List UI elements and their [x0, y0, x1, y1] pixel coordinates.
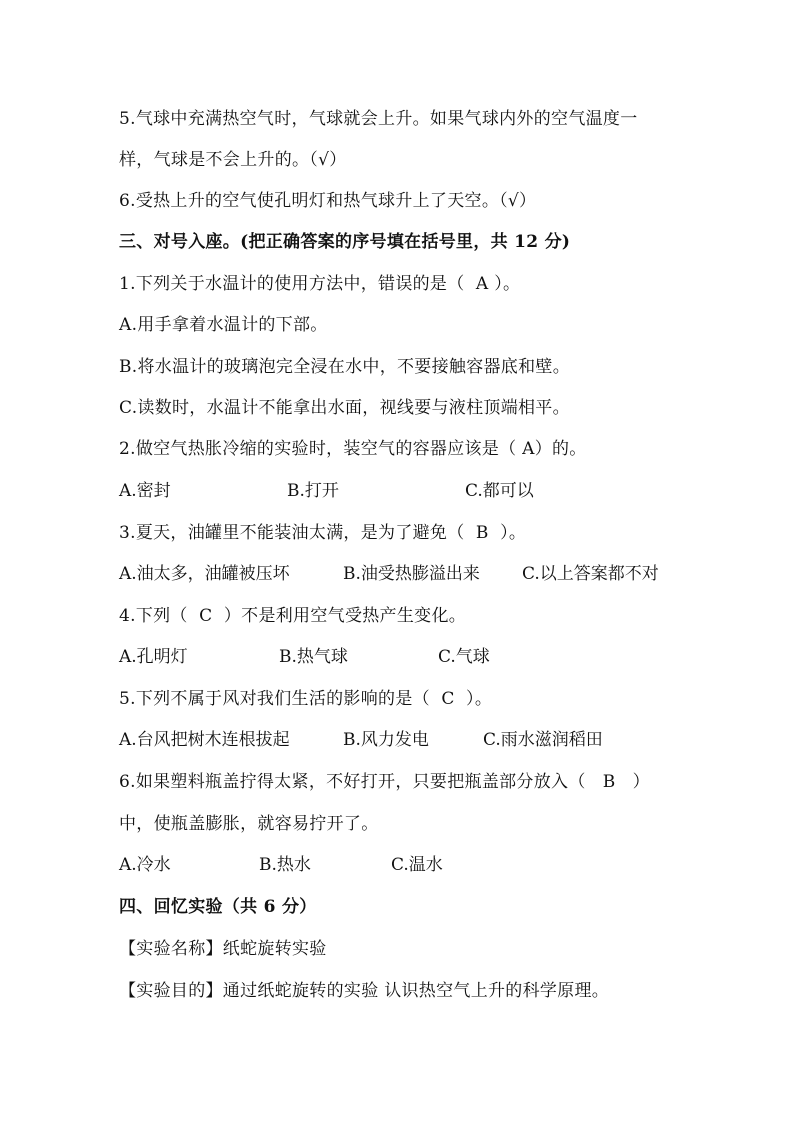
q4-stem: 4.下列（ C ）不是利用空气受热产生变化。 [119, 606, 467, 626]
q3-options [119, 562, 719, 586]
q4-option-a: A.孔明灯 [119, 647, 188, 667]
q4-options [119, 645, 719, 669]
experiment-purpose: 【实验目的】通过纸蛇旋转的实验 认识热空气上升的科学原理。 [119, 981, 610, 1001]
q1-option-b: B.将水温计的玻璃泡完全浸在水中，不要接触容器底和壁。 [119, 357, 570, 377]
q2-stem: 2.做空气热胀冷缩的实验时，装空气的容器应该是（ A）的。 [119, 439, 587, 459]
section3-heading: 三、对号入座。(把正确答案的序号填在括号里，共 12 分) [119, 232, 571, 252]
q3-stem: 3.夏天，油罐里不能装油太满，是为了避免（ B ）。 [119, 523, 527, 543]
q4-option-b: B.热气球 [279, 647, 348, 667]
q5-option-b: B.风力发电 [343, 730, 429, 750]
q2-option-a: A.密封 [119, 481, 171, 501]
text-line: 样，气球是不会上升的。（√） [119, 150, 347, 170]
q6-stem-line2: 中，使瓶盖膨胀，就容易拧开了。 [119, 814, 379, 834]
q1-stem: 1.下列关于水温计的使用方法中，错误的是（ A ）。 [119, 274, 521, 294]
q5-option-c: C.雨水滋润稻田 [483, 730, 603, 750]
experiment-name: 【实验名称】纸蛇旋转实验 [119, 939, 327, 959]
q6-stem-line1: 6.如果塑料瓶盖拧得太紧，不好打开，只要把瓶盖部分放入（ B ） [119, 772, 650, 792]
q6-option-a: A.冷水 [119, 855, 171, 875]
q6-options [119, 853, 719, 877]
q3-option-b: B.油受热膨溢出来 [343, 564, 480, 584]
q4-option-c: C.气球 [438, 647, 490, 667]
q1-option-a: A.用手拿着水温计的下部。 [119, 315, 328, 335]
q5-options [119, 728, 719, 752]
q6-option-c: C.温水 [391, 855, 443, 875]
q2-option-b: B.打开 [287, 481, 339, 501]
q6-option-b: B.热水 [259, 855, 311, 875]
q5-stem: 5.下列不属于风对我们生活的影响的是（ C ）。 [119, 689, 493, 709]
text-line: 6.受热上升的空气使孔明灯和热气球升上了天空。（√） [119, 191, 537, 211]
q1-option-c: C.读数时，水温计不能拿出水面，视线要与液柱顶端相平。 [119, 398, 570, 418]
text-line: 5.气球中充满热空气时，气球就会上升。如果气球内外的空气温度一 [119, 109, 638, 129]
section4-heading: 四、回忆实验（共 6 分） [119, 897, 317, 917]
q2-options [119, 479, 719, 503]
q3-option-a: A.油太多，油罐被压坏 [119, 564, 290, 584]
q3-option-c: C.以上答案都不对 [522, 564, 659, 584]
q2-option-c: C.都可以 [465, 481, 534, 501]
q5-option-a: A.台风把树木连根拔起 [119, 730, 290, 750]
